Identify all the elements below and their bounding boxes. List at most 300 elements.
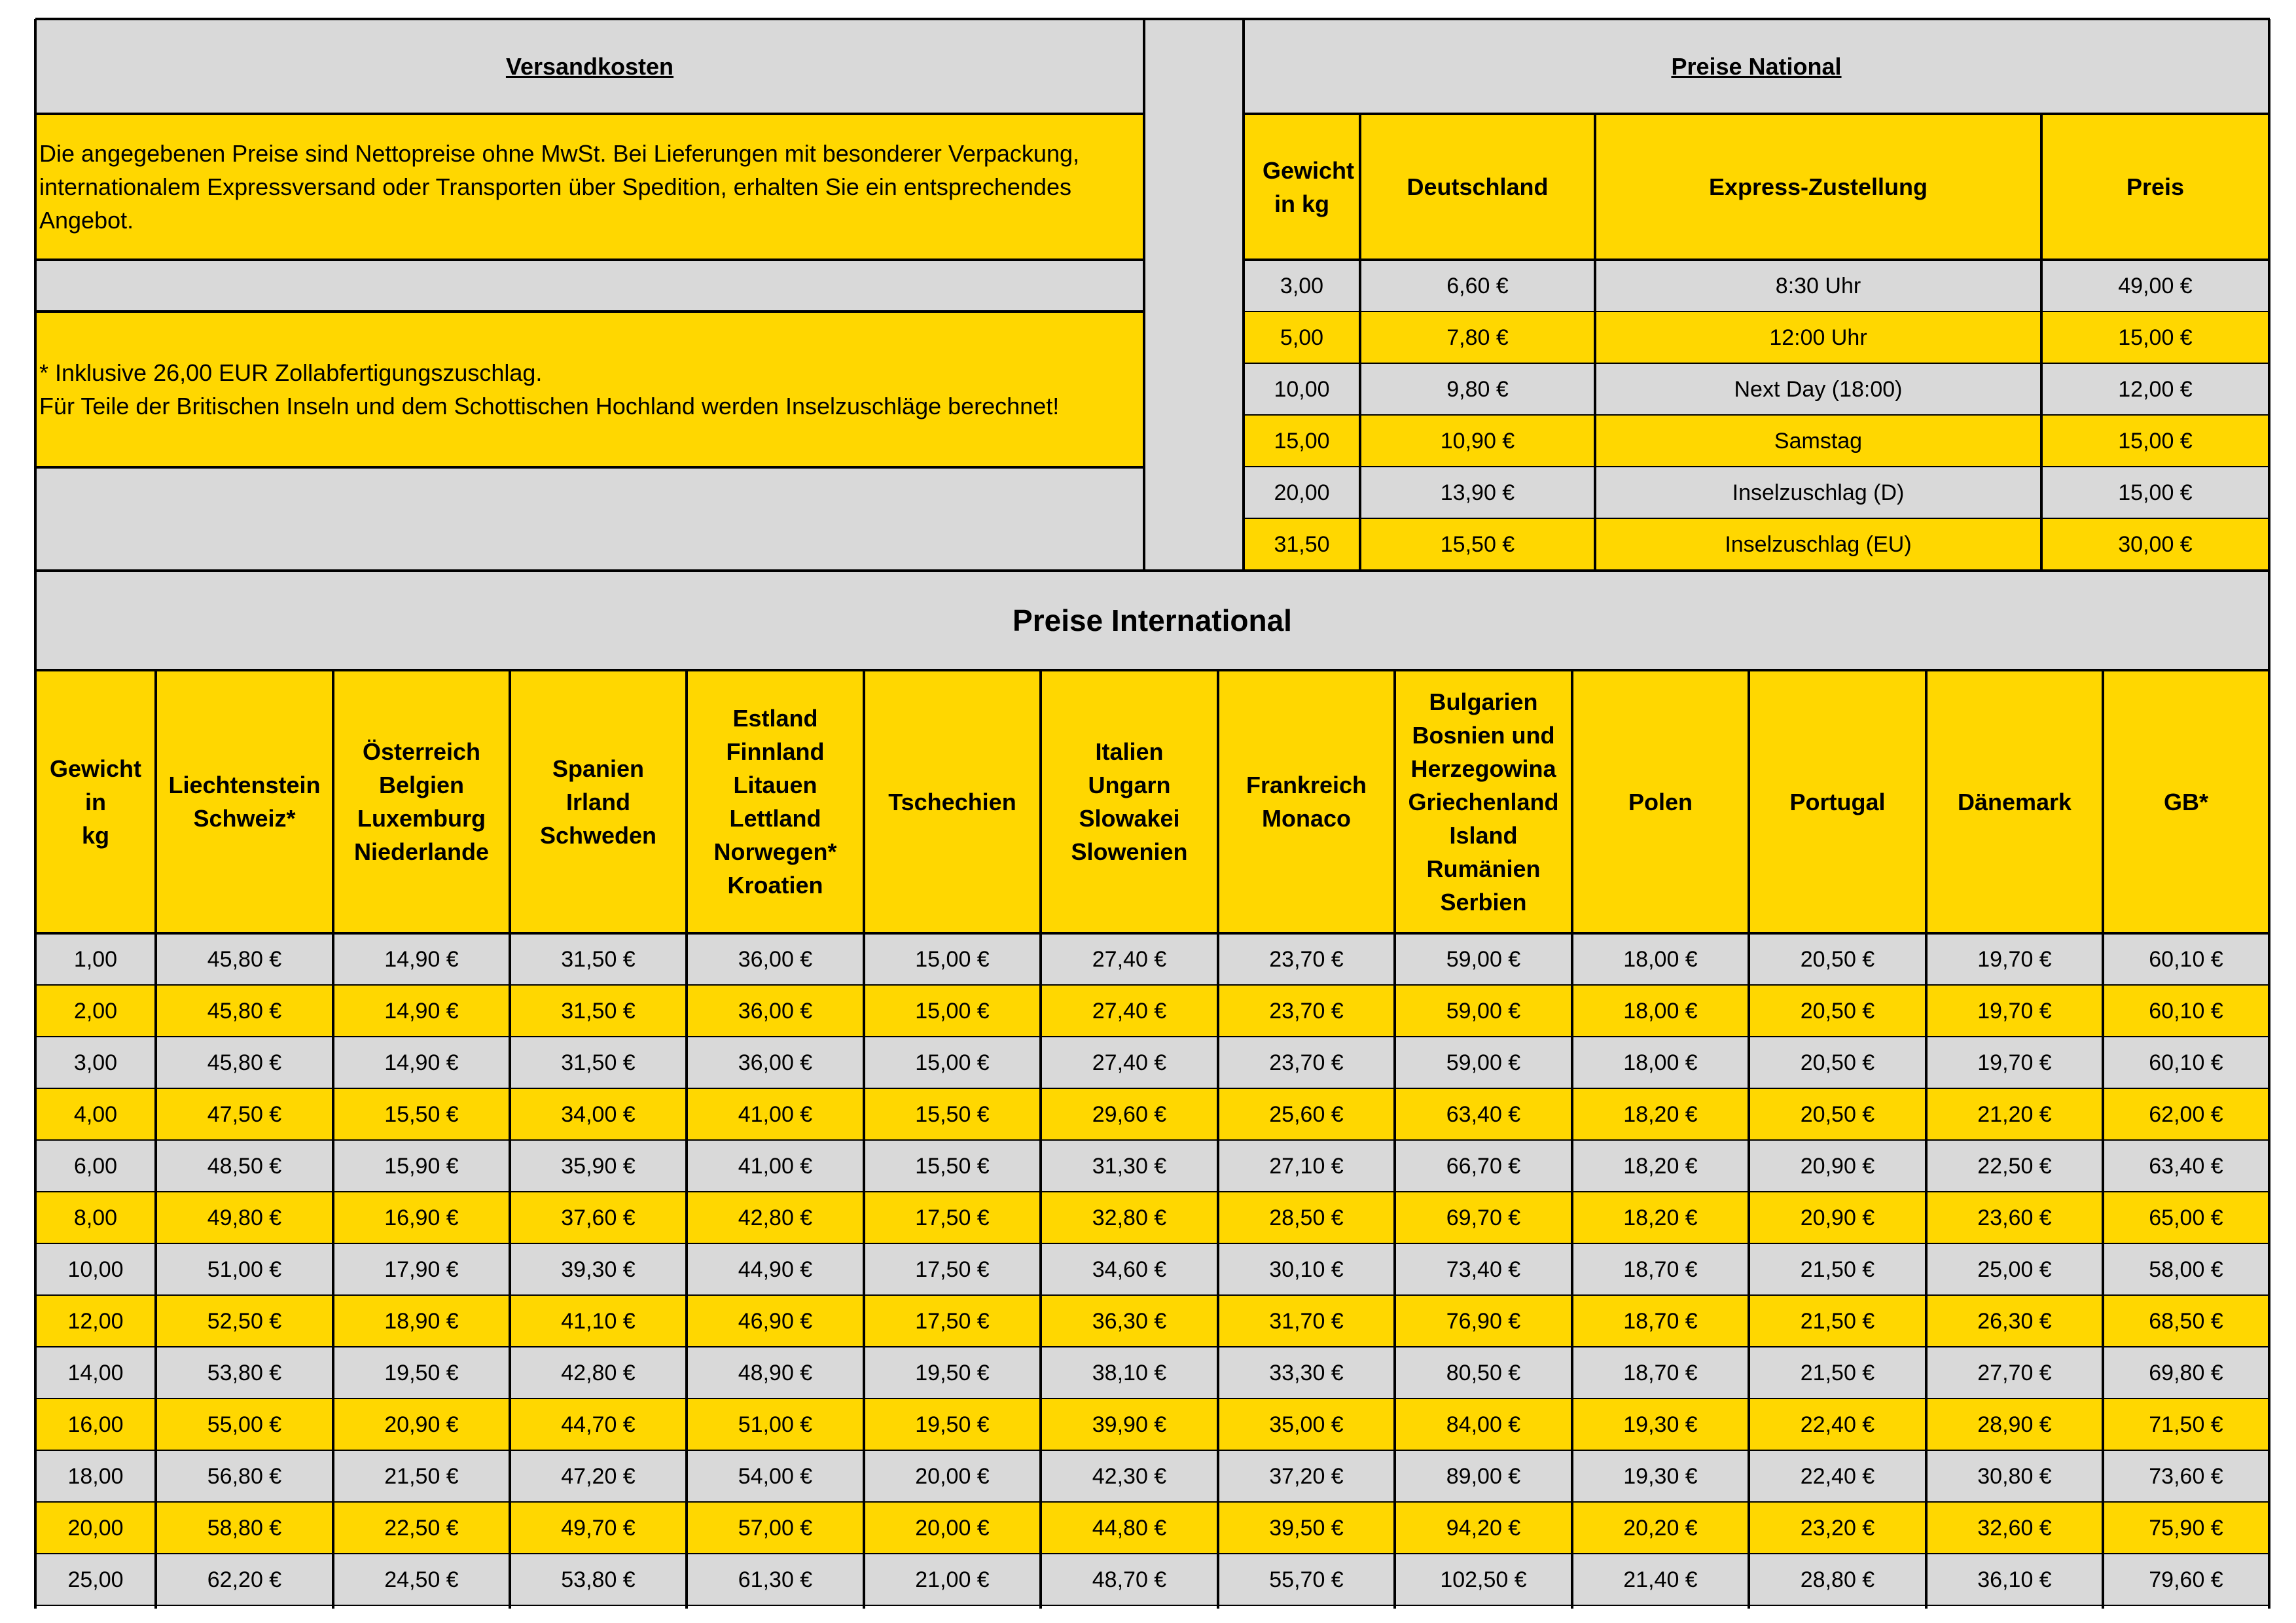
intl-cell: 68,50 € bbox=[2103, 1295, 2269, 1347]
national-cell: 10,90 € bbox=[1360, 415, 1595, 467]
intl-cell: 80,50 € bbox=[1395, 1347, 1572, 1399]
intl-cell: 75,90 € bbox=[2103, 1502, 2269, 1554]
intl-cell: 62,20 € bbox=[156, 1554, 333, 1605]
grid-hline bbox=[1244, 363, 2269, 364]
intl-cell: 54,00 € bbox=[687, 1450, 864, 1502]
intl-cell: 15,50 € bbox=[864, 1140, 1041, 1192]
intl-cell: 25,00 € bbox=[1926, 1243, 2103, 1295]
grid-hline bbox=[1244, 466, 2269, 467]
intl-cell: 19,30 € bbox=[1572, 1450, 1749, 1502]
intl-cell: 20,00 € bbox=[864, 1502, 1041, 1554]
grid-vline bbox=[509, 670, 511, 1609]
intl-cell: 18,70 € bbox=[1572, 1347, 1749, 1399]
intl-cell: 18,00 bbox=[35, 1450, 156, 1502]
intl-cell: 15,50 € bbox=[864, 1088, 1041, 1140]
intl-cell: 41,10 € bbox=[510, 1295, 687, 1347]
intl-cell: 18,00 € bbox=[1572, 933, 1749, 985]
intl-header-line: Irland bbox=[565, 788, 630, 815]
intl-cell: 17,50 € bbox=[864, 1243, 1041, 1295]
grid-hline bbox=[35, 1501, 2269, 1503]
intl-cell: 45,80 € bbox=[156, 933, 333, 985]
versand-note-pricing-text: Die angegebenen Preise sind Nettopreise ohne MwSt. Bei Lieferungen mit besonderer Verpackung, internationalem Expressversand oder Transporten über Spedition, erhalten Sie ein entsprechendes Angebot. bbox=[39, 140, 1079, 234]
intl-header-line: Dänemark bbox=[1957, 788, 2072, 815]
intl-header-line: Frankreich bbox=[1246, 772, 1367, 798]
intl-header-12 bbox=[2103, 670, 2269, 933]
intl-cell: 19,50 € bbox=[864, 1347, 1041, 1399]
intl-cell: 53,80 € bbox=[156, 1347, 333, 1399]
intl-cell: 23,70 € bbox=[1218, 933, 1395, 985]
grid-hline bbox=[1244, 311, 2269, 312]
intl-cell: 63,40 € bbox=[1395, 1088, 1572, 1140]
intl-header-label bbox=[1246, 768, 1367, 835]
grid-vline bbox=[1594, 114, 1596, 571]
intl-cell: 20,50 € bbox=[1749, 1037, 1926, 1088]
intl-cell: 20,90 € bbox=[1749, 1192, 1926, 1243]
intl-cell: 15,00 € bbox=[864, 985, 1041, 1037]
intl-cell: 21,50 € bbox=[1749, 1347, 1926, 1399]
intl-header-line: Rumänien bbox=[1426, 855, 1541, 882]
intl-header-line: Tschechien bbox=[888, 788, 1016, 815]
intl-header-line: Griechenland bbox=[1408, 788, 1559, 815]
national-cell: 49,00 € bbox=[2041, 260, 2269, 312]
intl-cell: 14,90 € bbox=[333, 933, 510, 985]
intl-cell: 60,10 € bbox=[2103, 933, 2269, 985]
intl-header-line: Belgien bbox=[378, 772, 464, 798]
intl-cell: 8,00 bbox=[35, 1192, 156, 1243]
intl-cell: 28,90 € bbox=[1926, 1399, 2103, 1450]
intl-header-6 bbox=[1041, 670, 1218, 933]
national-cell: 6,60 € bbox=[1360, 260, 1595, 312]
intl-cell: 65,00 € bbox=[2103, 1192, 2269, 1243]
intl-header-line: Liechtenstein bbox=[168, 772, 321, 798]
grid-vline bbox=[1925, 670, 1928, 1609]
grid-hline bbox=[35, 932, 2269, 935]
intl-header-0 bbox=[35, 670, 156, 933]
intl-cell: 18,70 € bbox=[1572, 1243, 1749, 1295]
intl-header-7 bbox=[1218, 670, 1395, 933]
intl-cell: 39,50 € bbox=[1218, 1502, 1395, 1554]
intl-cell: 31,70 € bbox=[1218, 1295, 1395, 1347]
intl-cell: 31,30 € bbox=[1041, 1140, 1218, 1192]
grid-vline bbox=[332, 670, 334, 1609]
intl-cell: 17,50 € bbox=[864, 1295, 1041, 1347]
intl-cell: 55,70 € bbox=[1218, 1554, 1395, 1605]
grid-hline bbox=[35, 1191, 2269, 1192]
national-cell: Samstag bbox=[1595, 415, 2041, 467]
grid-hline bbox=[1244, 414, 2269, 416]
intl-cell: 14,90 € bbox=[333, 985, 510, 1037]
grid-hline bbox=[35, 466, 1144, 469]
grid-hline bbox=[1244, 113, 2269, 115]
intl-cell: 49,70 € bbox=[510, 1502, 687, 1554]
intl-cell: 21,00 € bbox=[864, 1554, 1041, 1605]
grid-vline bbox=[2268, 19, 2270, 1609]
intl-header-line: Slowakei bbox=[1079, 805, 1180, 832]
intl-cell: 14,00 bbox=[35, 1347, 156, 1399]
intl-header-3 bbox=[510, 670, 687, 933]
intl-cell: 37,20 € bbox=[1218, 1450, 1395, 1502]
intl-header-line: Bulgarien bbox=[1429, 688, 1538, 715]
intl-cell: 69,70 € bbox=[1395, 1192, 1572, 1243]
intl-cell: 20,50 € bbox=[1749, 985, 1926, 1037]
intl-header-label bbox=[540, 752, 656, 852]
national-header-3 bbox=[2041, 114, 2269, 260]
national-cell: 15,00 bbox=[1244, 415, 1360, 467]
intl-cell: 51,00 € bbox=[156, 1243, 333, 1295]
intl-header-8 bbox=[1395, 670, 1572, 933]
grid-hline bbox=[1244, 259, 2269, 261]
national-cell: 10,00 bbox=[1244, 363, 1360, 415]
intl-header-line: Lettland bbox=[729, 805, 821, 832]
intl-cell: 33,30 € bbox=[1218, 1347, 1395, 1399]
intl-cell: 21,50 € bbox=[333, 1450, 510, 1502]
intl-cell: 31,50 € bbox=[510, 985, 687, 1037]
intl-cell: 52,50 € bbox=[156, 1295, 333, 1347]
intl-header-label bbox=[1958, 785, 2072, 819]
national-cell: Inselzuschlag (D) bbox=[1595, 467, 2041, 518]
intl-cell: 20,50 € bbox=[1749, 1088, 1926, 1140]
intl-cell: 15,90 € bbox=[333, 1140, 510, 1192]
intl-cell: 23,20 € bbox=[1749, 1502, 1926, 1554]
intl-cell: 19,50 € bbox=[864, 1399, 1041, 1450]
intl-header-line: Estland bbox=[732, 705, 818, 732]
grid-vline bbox=[2102, 670, 2104, 1609]
intl-cell: 45,80 € bbox=[156, 1037, 333, 1088]
intl-cell: 56,80 € bbox=[156, 1450, 333, 1502]
intl-header-line: Polen bbox=[1628, 788, 1693, 815]
intl-cell: 30,80 € bbox=[1926, 1450, 2103, 1502]
intl-cell: 36,00 € bbox=[687, 1037, 864, 1088]
intl-cell: 20,00 € bbox=[864, 1450, 1041, 1502]
intl-header-line: Luxemburg bbox=[357, 805, 486, 832]
intl-cell: 19,70 € bbox=[1926, 985, 2103, 1037]
intl-cell: 35,00 € bbox=[1218, 1399, 1395, 1450]
intl-cell: 1,00 bbox=[35, 933, 156, 985]
intl-header-line: Schweden bbox=[539, 821, 657, 849]
grid-hline bbox=[35, 1605, 2269, 1606]
intl-cell: 60,10 € bbox=[2103, 985, 2269, 1037]
intl-cell: 60,10 € bbox=[2103, 1037, 2269, 1088]
intl-cell: 19,30 € bbox=[1572, 1399, 1749, 1450]
intl-cell: 24,50 € bbox=[333, 1554, 510, 1605]
intl-header-label bbox=[354, 735, 489, 868]
intl-cell: 39,90 € bbox=[1041, 1399, 1218, 1450]
intl-header-label bbox=[168, 768, 320, 835]
intl-header-label bbox=[2164, 785, 2208, 819]
intl-header-line: Bosnien und bbox=[1412, 721, 1555, 749]
intl-cell: 51,00 € bbox=[687, 1399, 864, 1450]
intl-cell: 20,50 € bbox=[1749, 933, 1926, 985]
national-cell: 9,80 € bbox=[1360, 363, 1595, 415]
intl-cell: 37,60 € bbox=[510, 1192, 687, 1243]
intl-header-10 bbox=[1749, 670, 1926, 933]
intl-cell: 14,90 € bbox=[333, 1037, 510, 1088]
grid-hline bbox=[35, 1450, 2269, 1451]
intl-cell: 21,50 € bbox=[1749, 1243, 1926, 1295]
intl-header-label bbox=[1071, 735, 1187, 868]
grid-vline bbox=[1039, 670, 1042, 1609]
intl-cell: 44,90 € bbox=[687, 1243, 864, 1295]
intl-cell: 18,20 € bbox=[1572, 1192, 1749, 1243]
intl-cell: 36,00 € bbox=[687, 985, 864, 1037]
intl-cell: 49,80 € bbox=[156, 1192, 333, 1243]
versand-note-surcharges bbox=[35, 312, 1144, 467]
national-cell: 15,00 € bbox=[2041, 467, 2269, 518]
grid-vline bbox=[1359, 114, 1361, 571]
national-header-label: Express-Zustellung bbox=[1708, 173, 1928, 200]
grid-hline bbox=[35, 1036, 2269, 1037]
intl-cell: 22,40 € bbox=[1749, 1399, 1926, 1450]
intl-cell: 6,00 bbox=[35, 1140, 156, 1192]
intl-cell: 22,50 € bbox=[333, 1502, 510, 1554]
national-cell: 15,00 € bbox=[2041, 415, 2269, 467]
intl-header-label bbox=[713, 702, 836, 902]
intl-cell: 25,60 € bbox=[1218, 1088, 1395, 1140]
grid-vline bbox=[1242, 19, 1245, 571]
intl-cell: 59,00 € bbox=[1395, 933, 1572, 985]
intl-header-line: Serbien bbox=[1440, 888, 1527, 916]
national-cell: 15,50 € bbox=[1360, 518, 1595, 570]
national-cell: 12,00 € bbox=[2041, 363, 2269, 415]
intl-cell: 23,70 € bbox=[1218, 1037, 1395, 1088]
intl-cell: 44,70 € bbox=[510, 1399, 687, 1450]
intl-cell: 48,90 € bbox=[687, 1347, 864, 1399]
intl-cell: 27,10 € bbox=[1218, 1140, 1395, 1192]
national-cell: Next Day (18:00) bbox=[1595, 363, 2041, 415]
intl-header-line: Spanien bbox=[552, 755, 645, 782]
intl-cell: 25,00 bbox=[35, 1554, 156, 1605]
intl-header-line: GB* bbox=[2163, 788, 2208, 815]
intl-header-2 bbox=[333, 670, 510, 933]
national-cell: 3,00 bbox=[1244, 260, 1360, 312]
intl-cell: 27,70 € bbox=[1926, 1347, 2103, 1399]
intl-header-line: kg bbox=[81, 821, 109, 849]
national-cell: 15,00 € bbox=[2041, 312, 2269, 363]
intl-cell: 44,80 € bbox=[1041, 1502, 1218, 1554]
versand-note-islands: Für Teile der Britischen Inseln und dem Schottischen Hochland werden Inselzuschläge berechnet! bbox=[39, 393, 1060, 419]
intl-cell: 38,10 € bbox=[1041, 1347, 1218, 1399]
intl-cell: 23,60 € bbox=[1926, 1192, 2103, 1243]
intl-cell: 28,50 € bbox=[1218, 1192, 1395, 1243]
intl-cell: 19,70 € bbox=[1926, 1037, 2103, 1088]
intl-cell: 36,10 € bbox=[1926, 1554, 2103, 1605]
intl-cell: 41,00 € bbox=[687, 1088, 864, 1140]
intl-header-1 bbox=[156, 670, 333, 933]
national-header-label: Gewicht in kg bbox=[1263, 156, 1355, 217]
grid-hline bbox=[35, 669, 2269, 671]
national-header-2 bbox=[1595, 114, 2041, 260]
intl-cell: 10,00 bbox=[35, 1243, 156, 1295]
intl-header-line: Monaco bbox=[1261, 805, 1351, 832]
intl-cell: 35,90 € bbox=[510, 1140, 687, 1192]
intl-cell: 84,00 € bbox=[1395, 1399, 1572, 1450]
intl-header-label bbox=[1628, 785, 1693, 819]
intl-cell: 47,50 € bbox=[156, 1088, 333, 1140]
grid-vline bbox=[863, 670, 865, 1609]
grid-hline bbox=[35, 310, 1144, 313]
intl-cell: 27,40 € bbox=[1041, 1037, 1218, 1088]
intl-cell: 16,00 bbox=[35, 1399, 156, 1450]
intl-cell: 62,00 € bbox=[2103, 1088, 2269, 1140]
intl-cell: 48,70 € bbox=[1041, 1554, 1218, 1605]
intl-cell: 18,70 € bbox=[1572, 1295, 1749, 1347]
intl-header-line: Schweiz* bbox=[193, 805, 296, 832]
intl-header-5 bbox=[864, 670, 1041, 933]
intl-cell: 18,00 € bbox=[1572, 1037, 1749, 1088]
intl-cell: 18,20 € bbox=[1572, 1088, 1749, 1140]
grid-vline bbox=[154, 670, 157, 1609]
intl-cell: 23,70 € bbox=[1218, 985, 1395, 1037]
grid-hline bbox=[35, 1139, 2269, 1141]
intl-cell: 20,00 bbox=[35, 1502, 156, 1554]
grid-hline bbox=[35, 1294, 2269, 1296]
intl-cell: 21,50 € bbox=[1749, 1295, 1926, 1347]
grid-hline bbox=[1244, 518, 2269, 519]
grid-vline bbox=[1571, 670, 1573, 1609]
intl-header-line: Österreich bbox=[362, 738, 481, 765]
intl-cell: 19,70 € bbox=[1926, 933, 2103, 985]
intl-cell: 69,80 € bbox=[2103, 1347, 2269, 1399]
national-cell: Inselzuschlag (EU) bbox=[1595, 518, 2041, 570]
grid-hline bbox=[35, 1553, 2269, 1554]
intl-cell: 73,40 € bbox=[1395, 1243, 1572, 1295]
intl-cell: 27,40 € bbox=[1041, 933, 1218, 985]
grid-vline bbox=[34, 19, 37, 1609]
intl-cell: 34,00 € bbox=[510, 1088, 687, 1140]
grid-vline bbox=[1217, 670, 1219, 1609]
intl-cell: 53,80 € bbox=[510, 1554, 687, 1605]
intl-cell: 18,20 € bbox=[1572, 1140, 1749, 1192]
grid-hline bbox=[35, 984, 2269, 986]
intl-cell: 18,00 € bbox=[1572, 985, 1749, 1037]
intl-header-line: Portugal bbox=[1789, 788, 1886, 815]
intl-header-line: Herzegowina bbox=[1410, 755, 1556, 782]
intl-cell: 46,90 € bbox=[687, 1295, 864, 1347]
intl-cell: 17,50 € bbox=[864, 1192, 1041, 1243]
intl-cell: 31,50 € bbox=[510, 1037, 687, 1088]
intl-cell: 22,50 € bbox=[1926, 1140, 2103, 1192]
intl-header-label bbox=[888, 785, 1016, 819]
intl-cell: 61,30 € bbox=[687, 1554, 864, 1605]
intl-cell: 21,40 € bbox=[1572, 1554, 1749, 1605]
intl-header-line: Ungarn bbox=[1088, 772, 1171, 798]
grid-vline bbox=[1143, 19, 1145, 571]
national-cell: 5,00 bbox=[1244, 312, 1360, 363]
grid-hline bbox=[35, 1243, 2269, 1244]
intl-cell: 41,00 € bbox=[687, 1140, 864, 1192]
versand-note-customs: * Inklusive 26,00 EUR Zollabfertigungszuschlag. bbox=[39, 359, 543, 386]
grid-hline bbox=[35, 18, 2270, 20]
intl-cell: 57,00 € bbox=[687, 1502, 864, 1554]
grid-hline bbox=[35, 569, 2269, 572]
intl-cell: 15,50 € bbox=[333, 1088, 510, 1140]
intl-cell: 66,70 € bbox=[1395, 1140, 1572, 1192]
grid-vline bbox=[2040, 114, 2043, 571]
intl-header-label bbox=[1408, 685, 1558, 919]
national-cell: 12:00 Uhr bbox=[1595, 312, 2041, 363]
intl-cell: 58,00 € bbox=[2103, 1243, 2269, 1295]
intl-header-line: Niederlande bbox=[353, 838, 490, 865]
intl-cell: 48,50 € bbox=[156, 1140, 333, 1192]
intl-cell: 15,00 € bbox=[864, 933, 1041, 985]
national-header-0 bbox=[1244, 114, 1360, 260]
intl-cell: 102,50 € bbox=[1395, 1554, 1572, 1605]
grid-hline bbox=[35, 1346, 2269, 1347]
intl-cell: 45,80 € bbox=[156, 985, 333, 1037]
intl-cell: 36,30 € bbox=[1041, 1295, 1218, 1347]
intl-header-line: Gewicht bbox=[49, 755, 142, 782]
intl-header-line: Island bbox=[1449, 821, 1518, 849]
intl-header-label bbox=[1789, 785, 1885, 819]
intl-cell: 22,40 € bbox=[1749, 1450, 1926, 1502]
intl-cell: 27,40 € bbox=[1041, 985, 1218, 1037]
national-header-label: Preis bbox=[2126, 173, 2185, 200]
intl-header-line: Finnland bbox=[726, 738, 825, 765]
intl-header-4 bbox=[687, 670, 864, 933]
national-title: Preise National bbox=[1244, 19, 2269, 114]
intl-cell: 47,20 € bbox=[510, 1450, 687, 1502]
intl-cell: 31,50 € bbox=[510, 933, 687, 985]
intl-header-line: in bbox=[85, 788, 106, 815]
versand-title: Versandkosten bbox=[35, 19, 1144, 114]
intl-cell: 21,20 € bbox=[1926, 1088, 2103, 1140]
national-cell: 8:30 Uhr bbox=[1595, 260, 2041, 312]
intl-cell: 20,20 € bbox=[1572, 1502, 1749, 1554]
intl-cell: 79,60 € bbox=[2103, 1554, 2269, 1605]
intl-cell: 26,30 € bbox=[1926, 1295, 2103, 1347]
intl-cell: 58,80 € bbox=[156, 1502, 333, 1554]
intl-header-line: Slowenien bbox=[1071, 838, 1188, 865]
versand-spacer bbox=[35, 260, 1144, 312]
intl-cell: 71,50 € bbox=[2103, 1399, 2269, 1450]
versand-empty-bottom bbox=[35, 467, 1144, 571]
separator-column bbox=[1144, 19, 1244, 571]
intl-header-11 bbox=[1926, 670, 2103, 933]
national-cell: 30,00 € bbox=[2041, 518, 2269, 570]
intl-cell: 29,60 € bbox=[1041, 1088, 1218, 1140]
national-cell: 31,50 bbox=[1244, 518, 1360, 570]
grid-hline bbox=[35, 113, 1144, 115]
intl-header-line: Litauen bbox=[733, 772, 817, 798]
intl-cell: 30,10 € bbox=[1218, 1243, 1395, 1295]
intl-cell: 4,00 bbox=[35, 1088, 156, 1140]
intl-cell: 94,20 € bbox=[1395, 1502, 1572, 1554]
international-title: Preise International bbox=[35, 571, 2269, 670]
national-cell: 13,90 € bbox=[1360, 467, 1595, 518]
intl-cell: 34,60 € bbox=[1041, 1243, 1218, 1295]
intl-cell: 2,00 bbox=[35, 985, 156, 1037]
grid-vline bbox=[685, 670, 688, 1609]
grid-vline bbox=[1393, 670, 1396, 1609]
intl-cell: 63,40 € bbox=[2103, 1140, 2269, 1192]
intl-cell: 59,00 € bbox=[1395, 1037, 1572, 1088]
intl-header-line: Italien bbox=[1095, 738, 1164, 765]
intl-cell: 20,90 € bbox=[333, 1399, 510, 1450]
intl-cell: 59,00 € bbox=[1395, 985, 1572, 1037]
intl-header-line: Kroatien bbox=[727, 872, 823, 899]
intl-cell: 73,60 € bbox=[2103, 1450, 2269, 1502]
intl-cell: 36,00 € bbox=[687, 933, 864, 985]
intl-cell: 76,90 € bbox=[1395, 1295, 1572, 1347]
intl-header-9 bbox=[1572, 670, 1749, 933]
intl-cell: 12,00 bbox=[35, 1295, 156, 1347]
intl-header-line: Norwegen* bbox=[713, 838, 837, 865]
intl-cell: 19,50 € bbox=[333, 1347, 510, 1399]
intl-cell: 3,00 bbox=[35, 1037, 156, 1088]
intl-cell: 17,90 € bbox=[333, 1243, 510, 1295]
intl-cell: 42,80 € bbox=[687, 1192, 864, 1243]
intl-cell: 39,30 € bbox=[510, 1243, 687, 1295]
